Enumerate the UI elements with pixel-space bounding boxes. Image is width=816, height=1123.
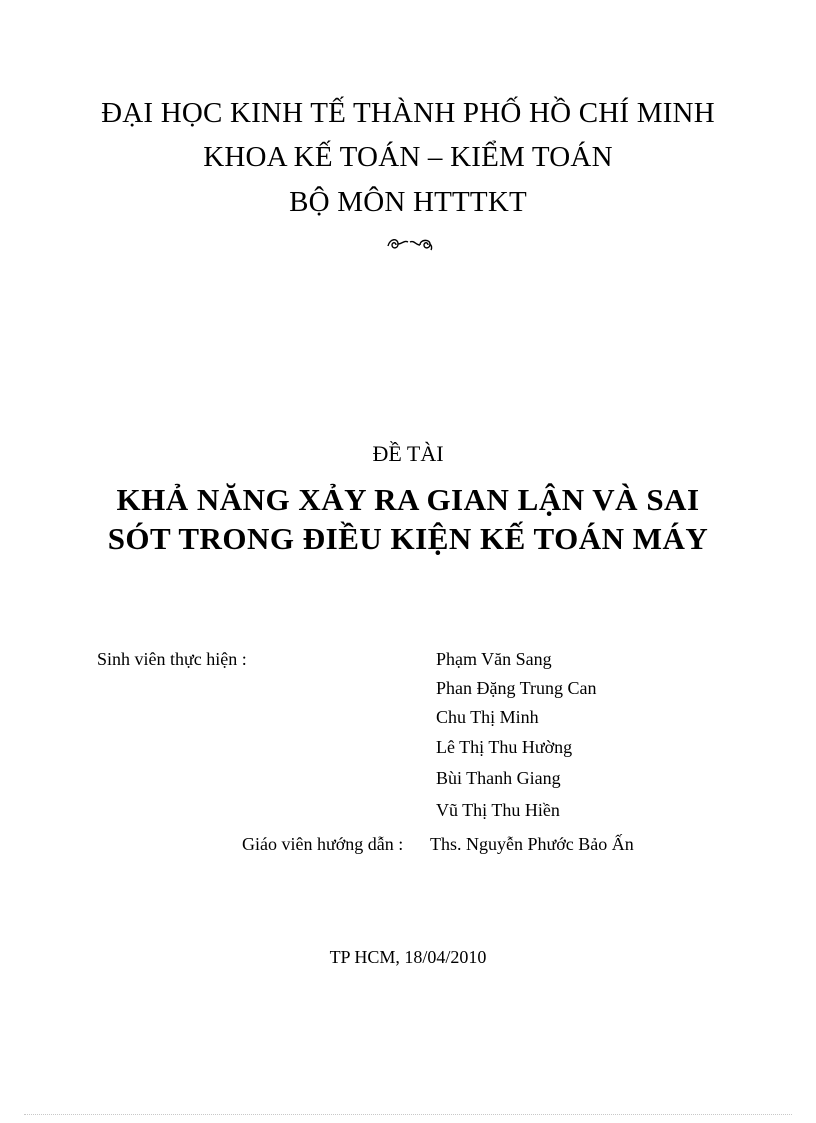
students-label: Sinh viên thực hiện :	[97, 649, 247, 669]
department-name: BỘ MÔN HTTTKT	[289, 186, 527, 218]
student-name: Phan Đặng Trung Can	[436, 678, 597, 698]
student-name: Lê Thị Thu Hường	[436, 737, 573, 757]
place-date: TP HCM, 18/04/2010	[329, 947, 487, 967]
student-name: Phạm Văn Sang	[436, 649, 552, 669]
student-name: Chu Thị Minh	[436, 707, 539, 727]
faculty-name: KHOA KẾ TOÁN – KIỂM TOÁN	[203, 141, 613, 173]
student-name: Bùi Thanh Giang	[436, 768, 561, 788]
page-bottom-divider	[24, 1114, 792, 1115]
topic-title-line-2: SÓT TRONG ĐIỀU KIỆN KẾ TOÁN MÁY	[107, 521, 709, 556]
advisor-label: Giáo viên hướng dẫn :	[242, 834, 404, 854]
ornament-icon	[386, 236, 434, 257]
topic-title-line-1: KHẢ NĂNG XẢY RA GIAN LẬN VÀ SAI	[116, 482, 700, 517]
topic-label: ĐỀ TÀI	[372, 441, 444, 466]
student-name: Vũ Thị Thu Hiền	[436, 800, 560, 820]
university-name: ĐẠI HỌC KINH TẾ THÀNH PHỐ HỒ CHÍ MINH	[101, 97, 715, 129]
advisor-name: Ths. Nguyễn Phước Bảo Ấn	[430, 834, 634, 854]
